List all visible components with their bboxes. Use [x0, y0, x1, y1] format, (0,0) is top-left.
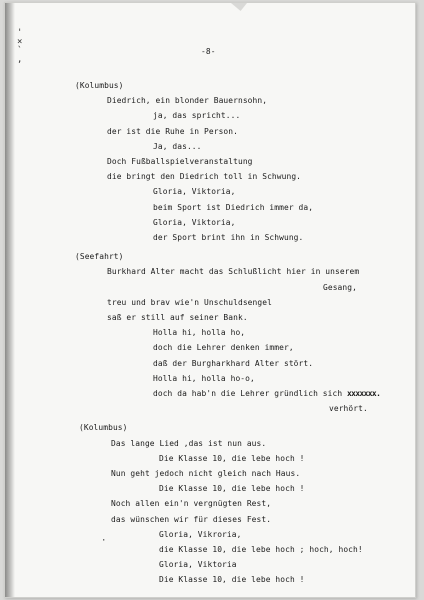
text-line: der Sport brint ihn in Schwung. — [153, 233, 304, 242]
text-line: die Klasse 10, die lebe hoch ; hoch, hoch! — [159, 545, 363, 554]
text-line: Holla hi, holla ho, — [153, 328, 246, 338]
text-line: Gloria, Vikroria, — [159, 529, 242, 539]
text-line: das wünschen wir für dieses Fest. — [111, 514, 272, 524]
text-line: Die Klasse 10, die lebe hoch ! — [159, 484, 305, 494]
struck-out-word: xxxxxxx. — [347, 389, 381, 398]
section-heading: (Seefahrt) — [75, 252, 124, 262]
text-line: Doch Fußballspielveranstaltung — [107, 157, 253, 166]
text-line: Ja, das... — [153, 141, 202, 151]
text-line: Gesang, — [323, 282, 357, 292]
text-line: der ist die Ruhe in Person. — [107, 126, 238, 136]
text-line: treu und brav wie'n Unschuldsengel — [107, 297, 272, 307]
text-line: Gloria, Viktoria — [159, 560, 237, 570]
text-line: ja, das spricht... — [153, 111, 241, 121]
text-line: die bringt den Diedrich toll in Schwung. — [107, 172, 302, 182]
text-line: beim Sport ist Diedrich immer da, — [153, 202, 314, 212]
section-heading: (Kolumbus) — [75, 81, 124, 90]
text-line: Noch allen ein'n vergnügten Rest, — [111, 499, 272, 509]
text-line: Holla hi, holla ho-o, — [153, 373, 255, 383]
page-number: -8- — [201, 47, 216, 56]
text-line: Gloria, Viktoria, — [153, 217, 236, 227]
corner-marks: ' × ` , — [17, 28, 23, 65]
text-line: doch die Lehrer denken immer, — [153, 343, 294, 353]
torn-corner — [231, 3, 247, 11]
text-line: Das lange Lied ,das ist nun aus. — [111, 438, 267, 448]
text-line — [153, 389, 380, 399]
line-text: doch da hab'n die Lehrer gründlich sich — [153, 389, 348, 398]
text-line: Diedrich, ein blonder Bauernsohn, — [107, 96, 268, 106]
text-line: Burkhard Alter macht das Schlußlicht hier in unserem — [107, 267, 360, 277]
text-line: saß er still auf seiner Bank. — [107, 313, 248, 322]
text-line: Die Klasse 10, die lebe hoch ! — [159, 453, 305, 463]
section-heading: (Kolumbus) — [79, 423, 128, 433]
text-line: Gloria, Viktoria, — [153, 187, 236, 197]
text-line: verhört. — [329, 404, 368, 414]
text-line-overflow: Die Klasse 10, die lebe hoch ! — [159, 575, 305, 585]
text-line: Nun geht jedoch nicht gleich nach Haus. — [111, 469, 301, 478]
text-line: daß der Burgharkhard Alter stört. — [153, 358, 314, 368]
document-page — [4, 2, 416, 598]
scan-edge-shadow — [5, 3, 15, 597]
margin-mark: · — [101, 535, 107, 546]
